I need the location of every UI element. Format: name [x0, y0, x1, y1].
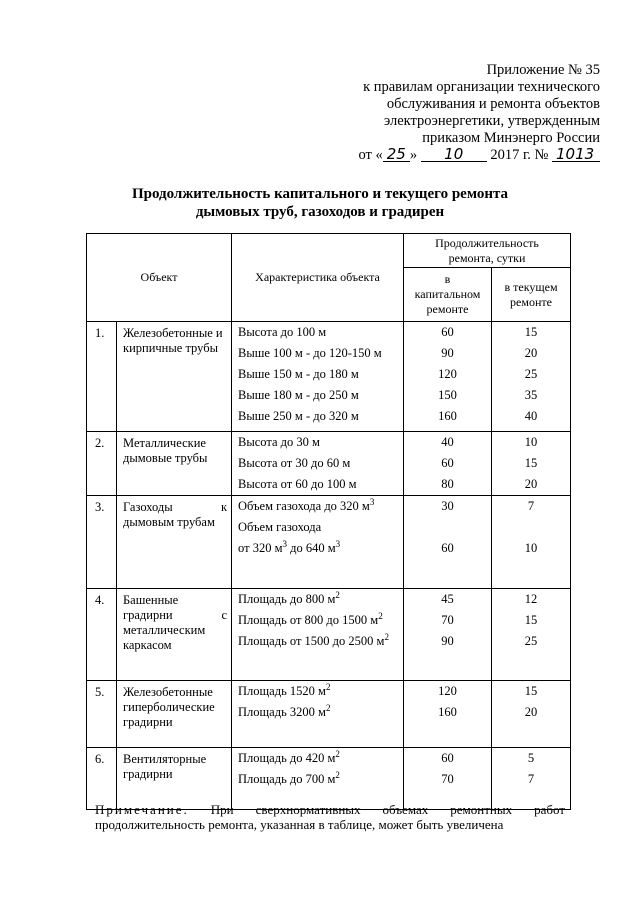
date-prefix: от «	[358, 147, 383, 163]
repair-duration-table	[86, 233, 571, 810]
capital-repair-days	[404, 517, 491, 538]
capital-repair-cell	[404, 432, 492, 496]
header-duration: Продолжительность ремонта, сутки	[404, 234, 571, 268]
current-repair-days: 20	[524, 705, 538, 719]
characteristic-value	[232, 589, 403, 610]
characteristic-value	[232, 432, 403, 453]
current-repair-days: 25	[524, 634, 538, 648]
characteristic-text: Объем газохода до 320 м	[238, 499, 370, 513]
characteristic-cell	[232, 681, 404, 748]
date-month-handwritten: 10	[421, 147, 487, 162]
header-capital: в капитальном ремонте	[404, 268, 492, 322]
current-repair-days: 15	[524, 456, 538, 470]
characteristic-text: Площадь от 1500 до 2500 м	[238, 634, 385, 648]
unit-exponent: 2	[325, 681, 331, 692]
characteristic-value	[232, 322, 403, 343]
characteristic-value	[232, 474, 403, 495]
characteristic-cell	[232, 496, 404, 589]
characteristic-text: Выше 250 м - до 320 м	[238, 409, 359, 423]
current-repair-days: 15	[524, 325, 538, 339]
object-name: Газоходы к дымовым трубам	[117, 496, 232, 589]
document-title	[0, 185, 640, 221]
row-number: 2.	[87, 432, 117, 496]
characteristic-value	[232, 702, 403, 723]
current-repair-cell	[492, 681, 571, 748]
table-row	[87, 496, 571, 589]
row-number: 3.	[87, 496, 117, 589]
characteristic-value	[232, 406, 403, 427]
current-repair-days: 40	[524, 409, 538, 423]
capital-repair-days: 160	[438, 705, 457, 719]
appendix-date-line	[300, 147, 600, 164]
current-repair-days: 15	[524, 613, 538, 627]
title-line-2: дымовых труб, газоходов и градирен	[195, 204, 445, 220]
capital-repair-cell	[404, 496, 492, 589]
capital-repair-cell	[404, 589, 492, 681]
capital-repair-days: 70	[441, 772, 454, 786]
header-current: в текущем ремонте	[492, 268, 571, 322]
characteristic-text: от 320 м	[238, 541, 283, 555]
characteristic-text: Площадь до 700 м	[238, 772, 336, 786]
characteristic-text: Высота до 100 м	[238, 325, 327, 339]
current-repair-days: 5	[527, 751, 535, 765]
object-name: Вентиляторные градирни	[117, 748, 232, 810]
current-repair-cell	[492, 589, 571, 681]
date-mid: »	[409, 147, 418, 163]
characteristic-text: Высота до 30 м	[238, 435, 320, 449]
characteristic-text: Площадь 1520 м	[238, 684, 326, 698]
header-characteristic: Характеристика объекта	[232, 234, 404, 322]
characteristic-value	[232, 610, 403, 631]
characteristic-text: Объем газохода	[238, 520, 322, 534]
capital-repair-cell	[404, 748, 492, 810]
characteristic-value	[232, 343, 403, 364]
table-row	[87, 589, 571, 681]
characteristic-text: Площадь 3200 м	[238, 705, 326, 719]
characteristic-text: Выше 180 м - до 250 м	[238, 388, 359, 402]
characteristic-cell	[232, 589, 404, 681]
row-number: 5.	[87, 681, 117, 748]
characteristic-value	[232, 496, 403, 517]
capital-repair-days: 60	[441, 541, 454, 555]
current-repair-days: 20	[524, 477, 538, 491]
table-row	[87, 432, 571, 496]
note	[95, 802, 565, 832]
object-name: Железобетонные гиперболические градирни	[117, 681, 232, 748]
current-repair-cell	[492, 432, 571, 496]
appendix-line: электроэнергетики, утвержденным	[384, 113, 600, 129]
appendix-line: к правилам организации технического	[363, 79, 600, 95]
capital-repair-days: 120	[438, 684, 457, 698]
current-repair-days: 25	[524, 367, 538, 381]
current-repair-cell	[492, 322, 571, 432]
characteristic-cell	[232, 322, 404, 432]
capital-repair-days: 40	[441, 435, 454, 449]
object-name: Башенные градирни с металлическим каркасом	[117, 589, 232, 681]
table-body	[87, 322, 571, 810]
object-name: Железобетонные и кирпичные трубы	[117, 322, 232, 432]
characteristic-value	[232, 748, 403, 769]
current-repair-days: 12	[524, 592, 538, 606]
characteristic-value	[232, 769, 403, 790]
appendix-header	[300, 62, 600, 164]
capital-repair-days: 45	[441, 592, 454, 606]
unit-exponent: 3	[282, 538, 287, 549]
characteristic-value	[232, 453, 403, 474]
capital-repair-days: 60	[441, 325, 454, 339]
order-number-handwritten: 1013	[552, 147, 600, 162]
current-repair-days: 10	[524, 541, 538, 555]
unit-exponent: 2	[384, 631, 389, 642]
capital-repair-days: 60	[441, 456, 454, 470]
characteristic-value	[232, 631, 403, 652]
characteristic-value	[232, 538, 403, 559]
current-repair-cell	[492, 748, 571, 810]
current-repair-days: 35	[524, 388, 538, 402]
characteristic-cell	[232, 432, 404, 496]
characteristic-text: Площадь от 800 до 1500 м	[238, 613, 379, 627]
capital-repair-days: 60	[441, 751, 454, 765]
capital-repair-days: 90	[441, 346, 454, 360]
row-number: 6.	[87, 748, 117, 810]
capital-repair-cell	[404, 681, 492, 748]
characteristic-text: Выше 100 м - до 120-150 м	[238, 346, 382, 360]
row-number: 1.	[87, 322, 117, 432]
unit-exponent: 3	[369, 496, 375, 507]
title-line-1: Продолжительность капитального и текущего ремонта	[131, 186, 509, 202]
current-repair-days: 7	[527, 499, 535, 513]
characteristic-cell	[232, 748, 404, 810]
date-day-handwritten: 25	[383, 147, 410, 162]
header-object: Объект	[87, 234, 232, 322]
characteristic-text: Высота от 60 до 100 м	[238, 477, 357, 491]
capital-repair-days: 160	[438, 409, 457, 423]
note-label: Примечание.	[95, 802, 189, 817]
characteristic-value	[232, 364, 403, 385]
unit-exponent: 3	[335, 538, 341, 549]
current-repair-days: 20	[524, 346, 538, 360]
note-text: При сверхнормативных объемах ремонтных работ продолжительность ремонта, указанная в таблице, может быть увеличена	[95, 802, 565, 832]
capital-repair-days: 150	[438, 388, 457, 402]
current-repair-days	[492, 517, 570, 538]
unit-exponent: 2	[378, 610, 383, 621]
unit-exponent: 2	[325, 702, 331, 713]
current-repair-days: 10	[524, 435, 538, 449]
current-repair-days: 15	[524, 684, 538, 698]
table-row	[87, 748, 571, 810]
date-year: 2017 г. №	[490, 147, 549, 163]
characteristic-text: до 640 м	[286, 541, 336, 555]
appendix-number: Приложение № 35	[486, 62, 600, 78]
capital-repair-cell	[404, 322, 492, 432]
characteristic-value	[232, 681, 403, 702]
capital-repair-days: 90	[441, 634, 454, 648]
current-repair-cell	[492, 496, 571, 589]
row-number: 4.	[87, 589, 117, 681]
capital-repair-days: 30	[441, 499, 454, 513]
unit-exponent: 2	[335, 589, 340, 600]
characteristic-text: Площадь до 420 м	[238, 751, 336, 765]
capital-repair-days: 120	[438, 367, 457, 381]
unit-exponent: 2	[335, 769, 340, 780]
current-repair-days: 7	[527, 772, 535, 786]
characteristic-value	[232, 517, 403, 538]
appendix-line: обслуживания и ремонта объектов	[386, 96, 600, 112]
table-row	[87, 681, 571, 748]
capital-repair-days: 70	[441, 613, 454, 627]
characteristic-text: Высота от 30 до 60 м	[238, 456, 351, 470]
object-name: Металлические дымовые трубы	[117, 432, 232, 496]
characteristic-text: Площадь до 800 м	[238, 592, 336, 606]
table-row	[87, 322, 571, 432]
characteristic-text: Выше 150 м - до 180 м	[238, 367, 359, 381]
characteristic-value	[232, 385, 403, 406]
unit-exponent: 2	[335, 748, 340, 759]
capital-repair-days: 80	[441, 477, 454, 491]
appendix-line: приказом Минэнерго России	[422, 130, 600, 146]
